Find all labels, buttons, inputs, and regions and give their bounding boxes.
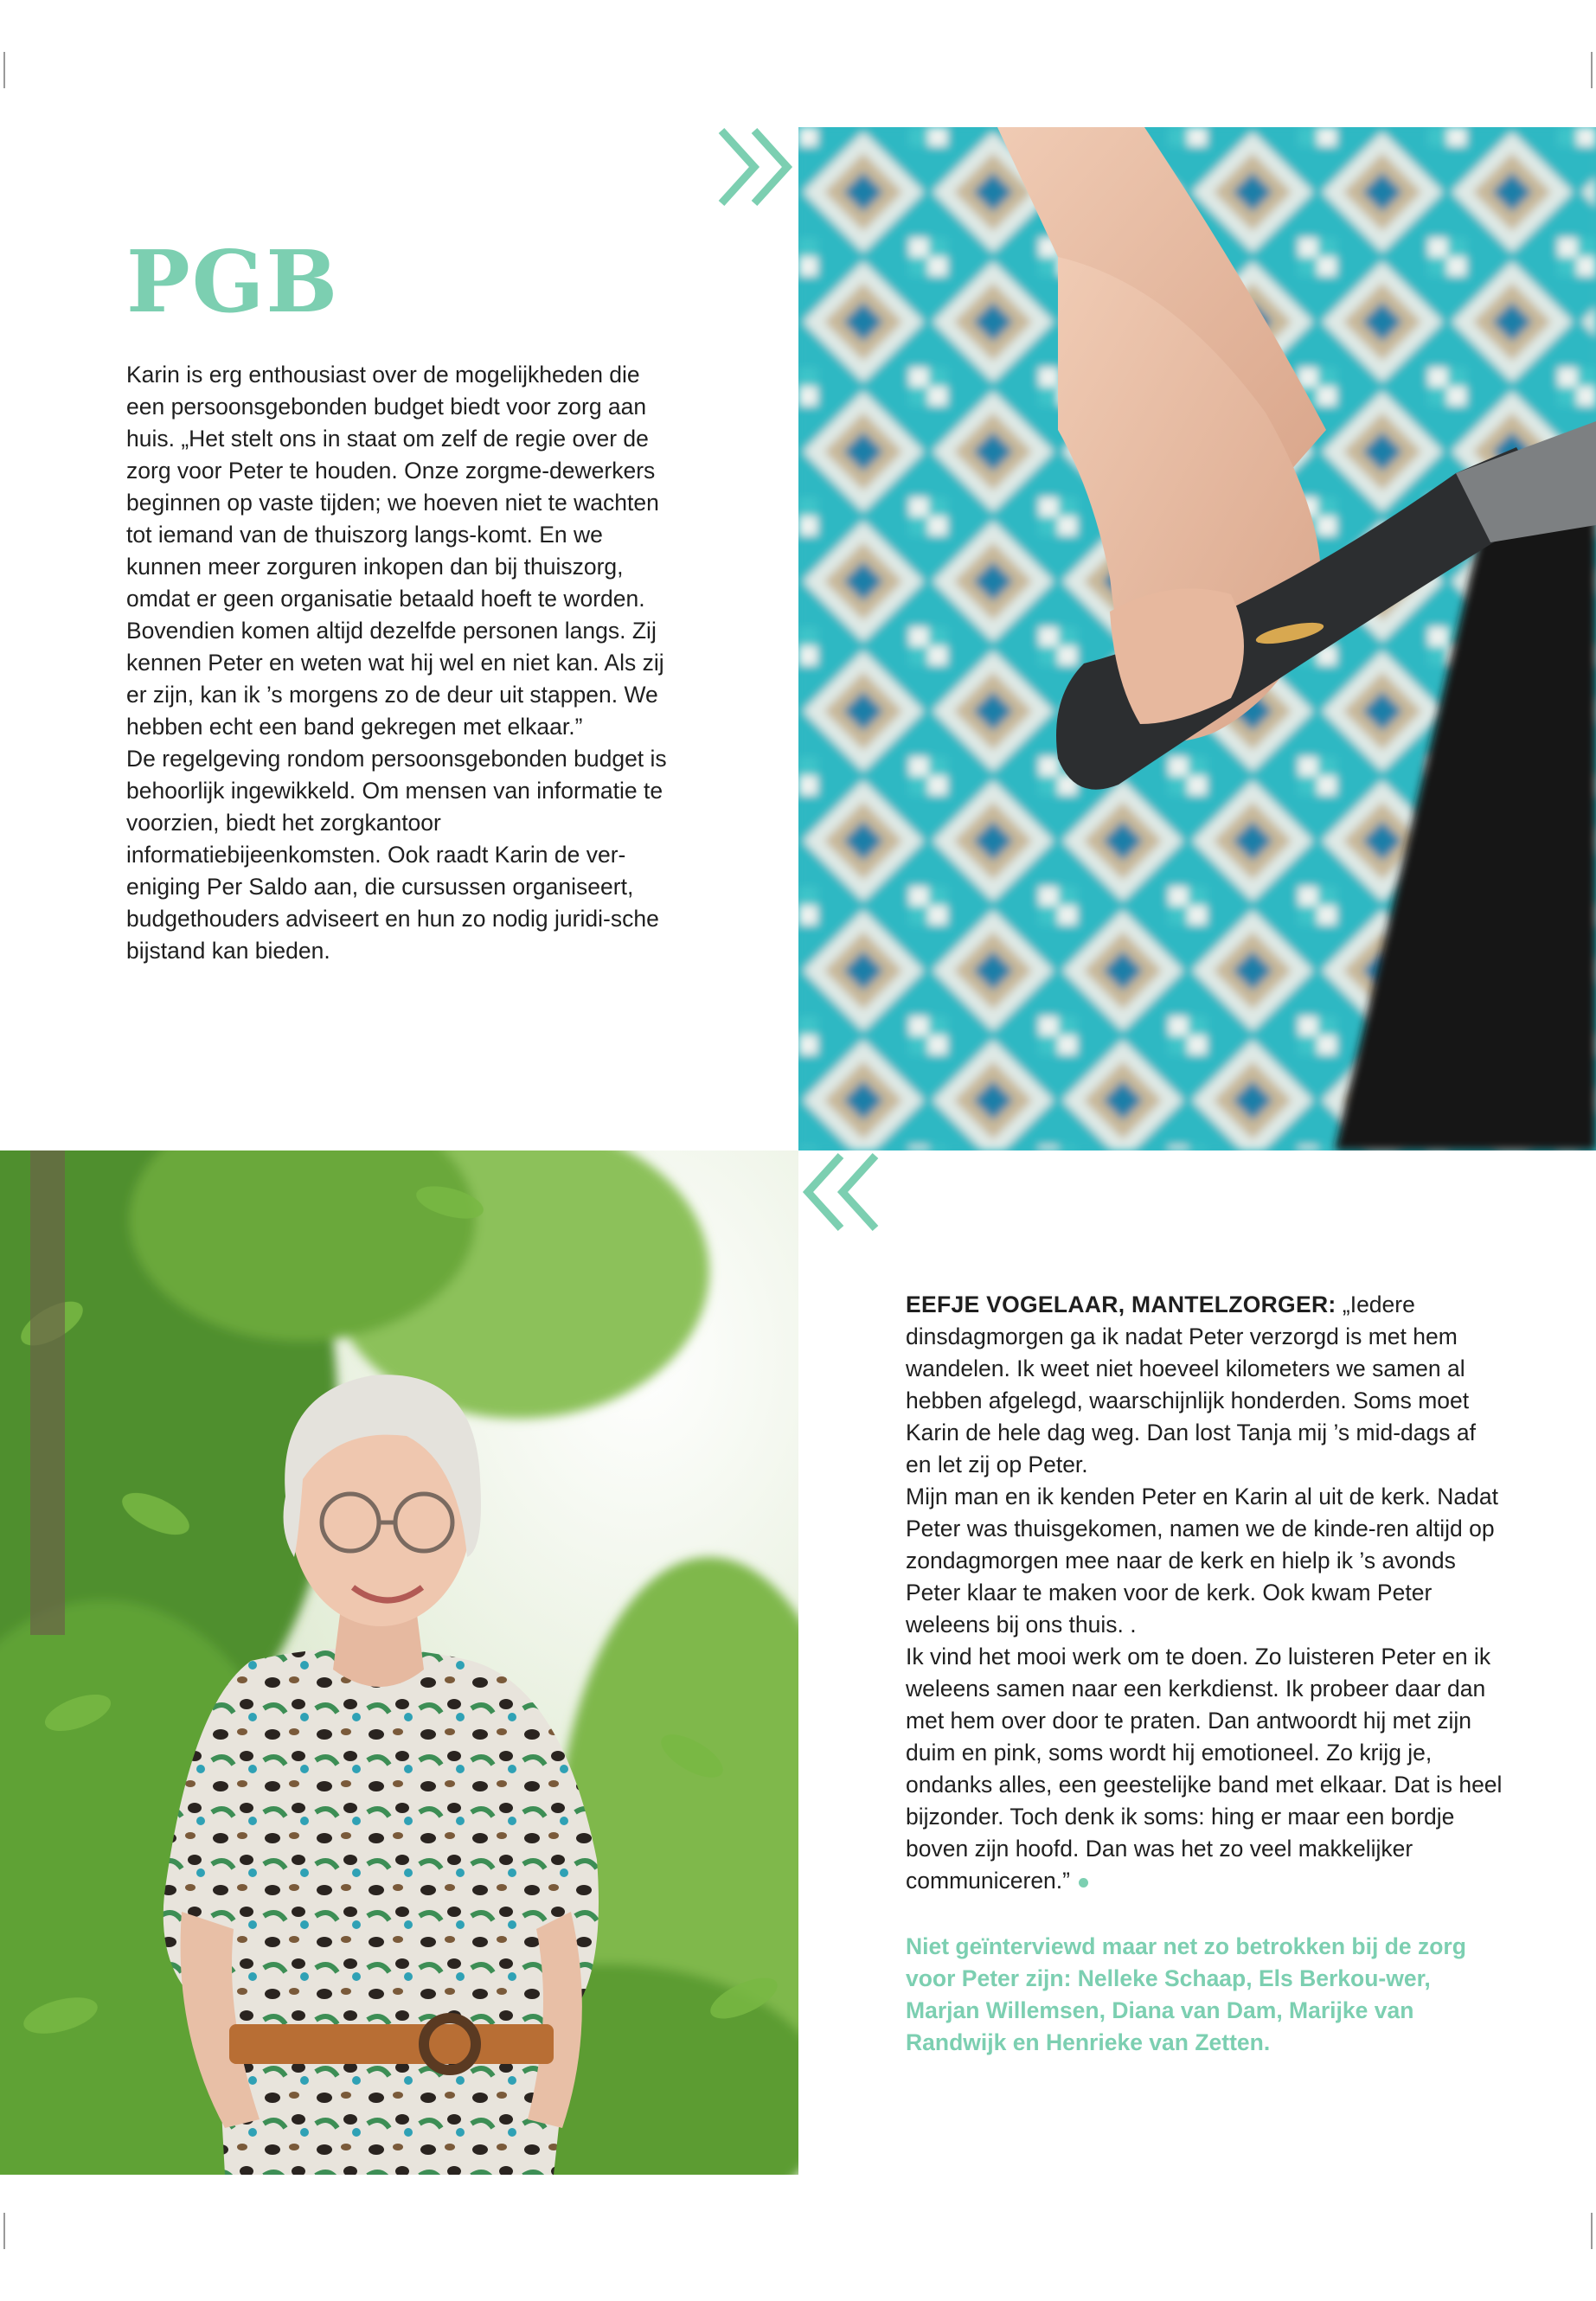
crop-mark-bottom-left: [3, 2213, 5, 2249]
crop-mark-top-left: [3, 52, 5, 88]
interview-text: [906, 1289, 1503, 1897]
interview-paragraph: [906, 1641, 1503, 1897]
portrait-photo: [0, 1150, 798, 2175]
interview-paragraph: [906, 1289, 1503, 1481]
intro-paragraph: Karin is erg enthousiast over de mogelijkheden die een persoonsgebonden budget biedt voor zorg aan huis. „Het stelt ons in staat om zelf de regie over de zorg voor Peter te houden. Onze zorgme-dewerkers beginnen op vaste tijden; we hoeven niet te wachten tot iemand van de thuiszorg langs-komt. En we kunnen meer zorguren inkopen dan bij thuiszorg, omdat er geen organisatie betaald hoeft te worden. Bovendien komen altijd dezelfde personen langs. Zij kennen Peter en weten wat hij wel en niet kan. Als zij er zijn, kan ik ’s morgens zo de deur uit stappen. We hebben echt een band gekregen met elkaar.”: [126, 362, 664, 740]
chevron-left-icon: [798, 1150, 884, 1234]
interview-intro: „Iedere dinsdagmorgen ga ik nadat Peter verzorgd is met hem wandelen. Ik weet niet hoeveel kilometers we samen al hebben afgelegd, waarschijnlijk honderden. Soms moet Karin de hele dag weg. Dan lost Tanja mij ’s mid-dags af en let zij op Peter.: [906, 1292, 1476, 1477]
intro-text: [126, 359, 680, 967]
speaker-name: EEFJE VOGELAAR, MANTELZORGER:: [906, 1292, 1336, 1317]
intro-paragraph: De regelgeving rondom persoonsgebonden budget is behoorlijk ingewikkeld. Om mensen van informatie te voorzien, biedt het zorgkantoor informatiebijeenkomsten. Ook raadt Karin de ver-eniging Per Saldo aan, die cursussen organiseert, budgethouders adviseert en hun zo nodig juridi-sche bijstand kan bieden.: [126, 746, 667, 964]
interview-closing: Ik vind het mooi werk om te doen. Zo luisteren Peter en ik weleens samen naar een kerkdienst. Ik probeer daar dan met hem over door te praten. Dan antwoordt hij met zijn duim en pink, soms wordt hij emotioneel. Zo krijg je, ondanks alles, een geestelijke band met elkaar. Dat is heel bijzonder. Toch denk ik soms: hing er maar een bordje boven zijn hoofd. Dan was het zo veel makkelijker communiceren.”: [906, 1644, 1503, 1894]
section-heading: PGB: [126, 233, 340, 332]
credits-text: Niet geïnterviewd maar net zo betrokken bij de zorg voor Peter zijn: Nelleke Schaap, Els Berkou-wer, Marjan Willemsen, Diana van Dam, Marijke van Randwijk en Henrieke van Zetten.: [906, 1933, 1466, 2055]
crop-mark-bottom-right: [1591, 2213, 1593, 2249]
chevron-right-icon: [715, 125, 801, 208]
end-dot-icon: [1079, 1878, 1088, 1888]
walker-hand-photo: [798, 127, 1596, 1150]
interview-paragraph: Mijn man en ik kenden Peter en Karin al uit de kerk. Nadat Peter was thuisgekomen, namen we de kinde-ren altijd op zondagmorgen mee naar de kerk en hielp ik ’s avonds Peter klaar te maken voor de kerk. Ook kwam Peter weleens bij ons thuis. .: [906, 1484, 1498, 1638]
crop-mark-top-right: [1591, 52, 1593, 88]
